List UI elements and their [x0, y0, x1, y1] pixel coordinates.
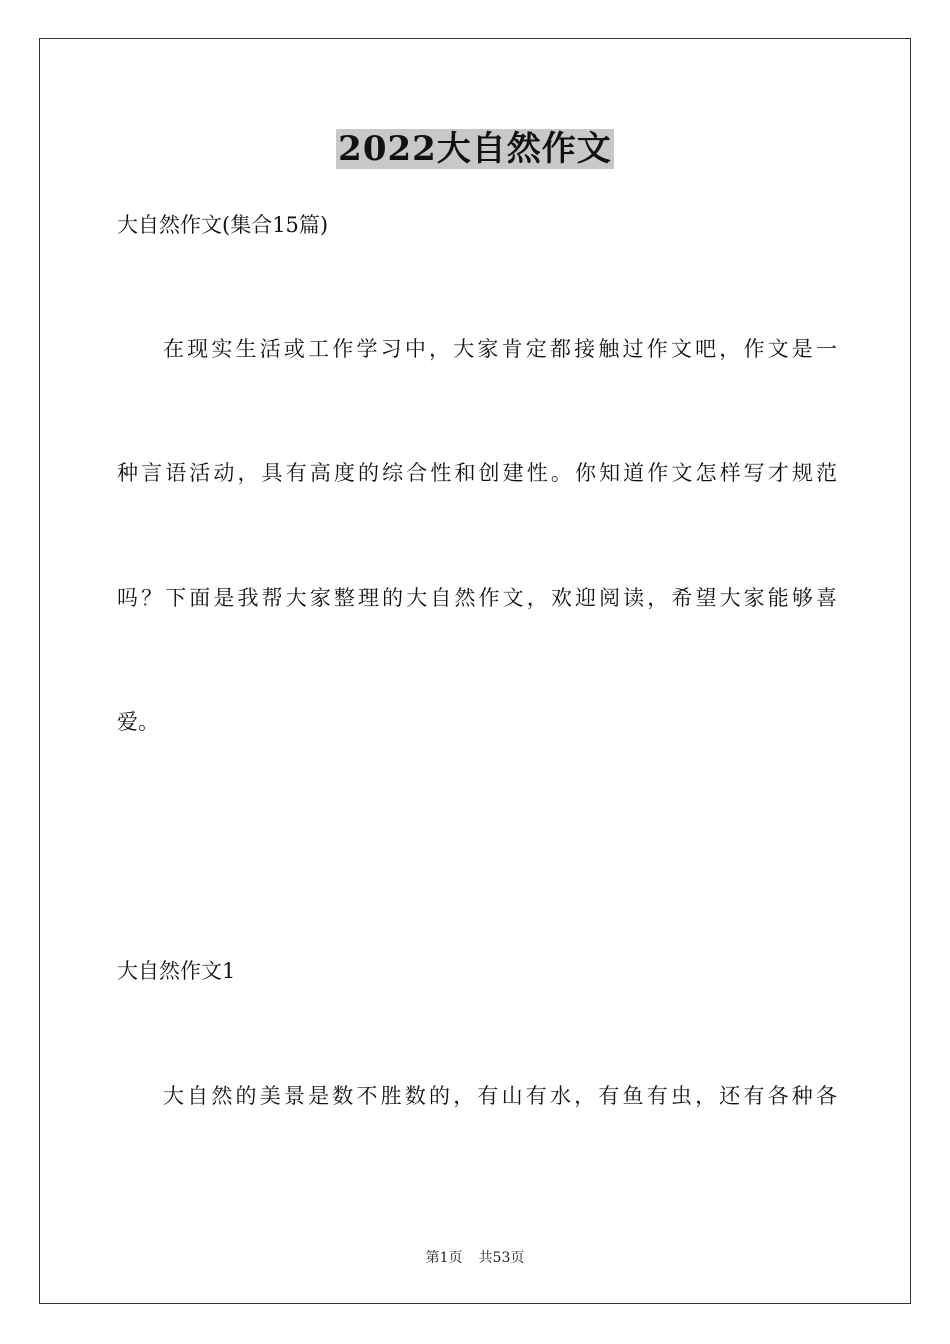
page-number: 第1页	[425, 1250, 463, 1266]
paragraph-line: 在现实生活或工作学习中，大家肯定都接触过作文吧，作文是一	[163, 337, 837, 361]
paragraph-line: 大自然的美景是数不胜数的，有山有水，有鱼有虫，还有各种各	[163, 1084, 837, 1108]
paragraph-line: 吗？下面是我帮大家整理的大自然作文，欢迎阅读，希望大家能够喜	[117, 586, 837, 610]
document-title-text: 2022大自然作文	[338, 129, 612, 169]
section-heading: 大自然作文1	[117, 959, 236, 983]
page-footer	[0, 1248, 950, 1268]
paragraph-line: 爱。	[117, 710, 159, 734]
paragraph-line: 种言语活动，具有高度的综合性和创建性。你知道作文怎样写才规范	[117, 461, 837, 485]
document-subtitle: 大自然作文(集合15篇)	[117, 213, 329, 237]
page-total: 共53页	[478, 1250, 525, 1266]
document-title	[0, 126, 950, 172]
